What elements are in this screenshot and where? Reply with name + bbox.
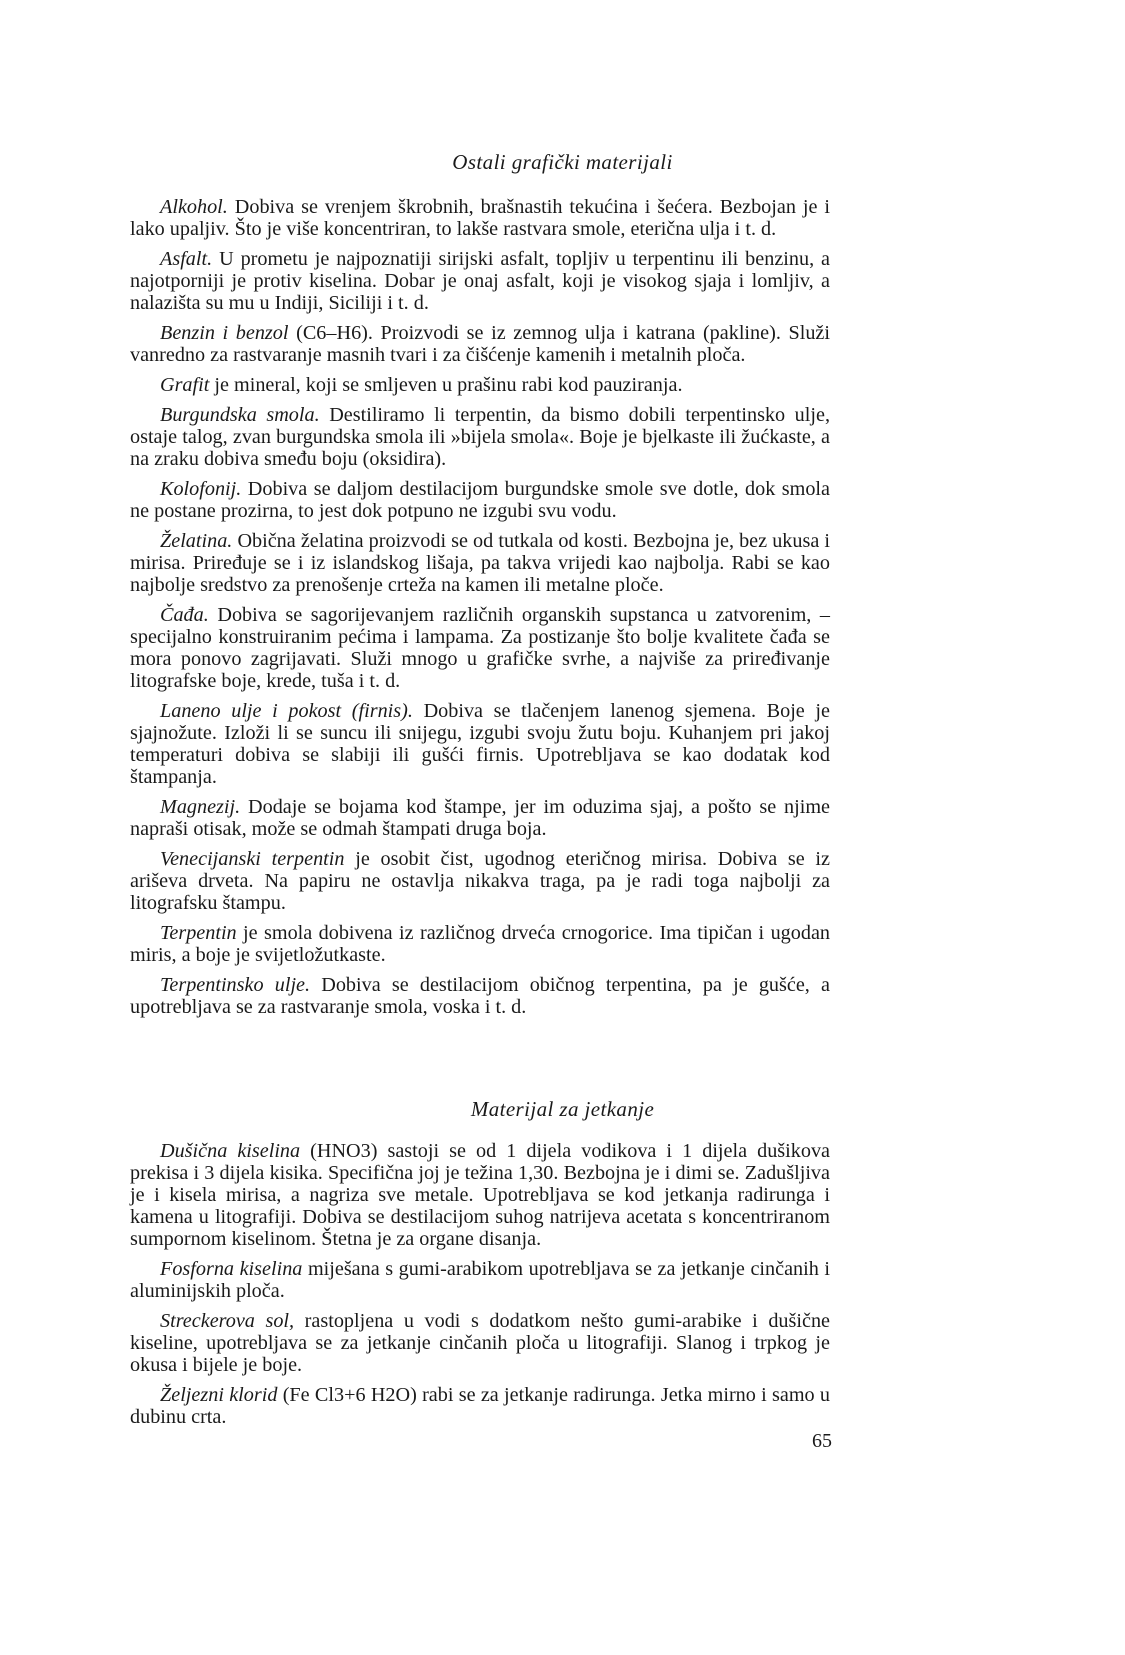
entry-text: Dobiva se destilacijom običnog terpentina, pa je gušće, a upotrebljava se za rastvaranje smola, voska i t. d.	[130, 974, 830, 1018]
entry-text: U prometu je najpoznatiji sirijski asfalt, topljiv u terpentinu ili benzinu, a najotporniji je protiv kiselina. Dobar je onaj asfalt, koji je visokog sjaja i lomljiv, a nalazišta su mu u Indiji, Siciliji i t. d.	[130, 248, 830, 314]
entry-paragraph	[130, 196, 830, 240]
entry-term: Grafit	[160, 374, 210, 396]
section-heading-graphic-materials: Ostali grafički materijali	[452, 150, 673, 174]
entry-term: Venecijanski terpentin	[160, 848, 345, 870]
entry-text: Obična želatina proizvodi se od tutkala od kosti. Bezbojna je, bez ukusa i mirisa. Priređuje se i iz islandskog lišaja, pa takva vrijedi kao najbolja. Rabi se kao najbolje sredstvo za prenošenje crteža na kamen ili metalne ploče.	[130, 530, 830, 596]
entry-paragraph	[130, 478, 830, 522]
entry-text: (Fe Cl3+6 H2O) rabi se za jetkanje radirunga. Jetka mirno i samo u dubinu crta.	[130, 1384, 830, 1428]
entry-text: je smola dobivena iz različnog drveća crnogorice. Ima tipičan i ugodan miris, a boje je svijetložutkaste.	[130, 922, 830, 966]
entry-term: Kolofonij.	[160, 478, 242, 500]
entry-text: Dobiva se tlačenjem lanenog sjemena. Boje je sjajnožute. Izloži li se suncu ili snijegu, izgubi svoju žutu boju. Kuhanjem pri jakoj temperaturi dobiva se slabiji ili gušći firnis. Upotrebljava se kao dodatak kod štampanja.	[130, 700, 830, 788]
entry-term: Željezni klorid	[160, 1384, 278, 1406]
entry-term: Burgundska smola.	[160, 404, 320, 426]
entry-paragraph	[130, 974, 830, 1018]
entry-text: Dobiva se vrenjem škrobnih, brašnastih tekućina i šećera. Bezbojan je i lako upaljiv. Što je više koncentriran, to lakše rastvara smole, eterična ulja i t. d.	[130, 196, 830, 240]
entry-paragraph	[130, 922, 830, 966]
entry-term: Benzin i benzol	[160, 322, 289, 344]
entry-paragraph	[130, 248, 830, 314]
entry-text: Dodaje se bojama kod štampe, jer im oduzima sjaj, a pošto se njime napraši otisak, može se odmah štampati druga boja.	[130, 796, 830, 840]
entry-term: Laneno ulje i pokost (firnis).	[160, 700, 413, 722]
entry-text: Destiliramo li terpentin, da bismo dobili terpentinsko ulje, ostaje talog, zvan burgundska smola ili »bijela smola«. Boje je bjelkaste ili žućkaste, a na zraku dobiva smeđu boju (oksidira).	[130, 404, 830, 470]
entry-paragraph	[130, 1310, 830, 1376]
entry-term: Terpentin	[160, 922, 237, 944]
entry-paragraph	[130, 322, 830, 366]
page-number: 65	[812, 1430, 832, 1452]
entry-term: Streckerova sol,	[160, 1310, 295, 1332]
entry-term: Čađa.	[160, 604, 209, 626]
entry-text: je mineral, koji se smljeven u prašinu rabi kod pauziranja.	[209, 374, 683, 396]
section-body-graphic-materials	[130, 196, 830, 1026]
section-body-etching-material	[130, 1140, 830, 1436]
entry-paragraph	[130, 848, 830, 914]
entry-term: Asfalt.	[160, 248, 213, 270]
entry-paragraph	[130, 604, 830, 692]
entry-paragraph	[130, 374, 830, 396]
entry-term: Želatina.	[160, 530, 233, 552]
entry-text: Dobiva se sagorijevanjem različnih organskih supstanca u zatvorenim, – specijalno konstruiranim pećima i lampama. Za postizanje što bolje kvalitete čađa se mora ponovo zagrijavati. Služi mnogo u grafičke svrhe, a najviše za priređivanje litografske boje, krede, tuša i t. d.	[130, 604, 830, 692]
entry-term: Fosforna kiselina	[160, 1258, 303, 1280]
section-heading-etching-material: Materijal za jetkanje	[470, 1097, 655, 1121]
entry-paragraph	[130, 404, 830, 470]
entry-term: Magnezij.	[160, 796, 241, 818]
entry-text: (C6–H6). Proizvodi se iz zemnog ulja i katrana (pakline). Služi vanredno za rastvaranje masnih tvari i za čišćenje kamenih i metalnih ploča.	[130, 322, 830, 366]
entry-text: rastopljena u vodi s dodatkom nešto gumi-arabike i dušične kiseline, upotrebljava se za jetkanje cinčanih ploča u litografiji. Slanog i trpkog je okusa i bijele je boje.	[130, 1310, 830, 1376]
entry-paragraph	[130, 1140, 830, 1250]
entry-term: Terpentinsko ulje.	[160, 974, 311, 996]
entry-paragraph	[130, 1258, 830, 1302]
entry-term: Dušična kiselina	[160, 1140, 301, 1162]
entry-paragraph	[130, 530, 830, 596]
entry-text: (HNO3) sastoji se od 1 dijela vodikova i 1 dijela dušikova prekisa i 3 dijela kisika. Specifična joj je težina 1,30. Bezbojna je i dimi se. Zadušljiva je i kisela mirisa, a nagriza sve metale. Upotrebljava se kod jetkanja radirunga i kamena u litografiji. Dobiva se destilacijom suhog natrijeva acetata s koncentriranom sumpornom kiselinom. Štetna je za organe disanja.	[130, 1140, 830, 1250]
entry-paragraph	[130, 1384, 830, 1428]
entry-paragraph	[130, 700, 830, 788]
entry-text: je osobit čist, ugodnog eteričnog mirisa. Dobiva se iz ariševa drveta. Na papiru ne ostavlja nikakva traga, pa je radi toga najbolji za litografsku štampu.	[130, 848, 830, 914]
entry-text: Dobiva se daljom destilacijom burgundske smole sve dotle, dok smola ne postane prozirna, to jest dok potpuno ne izgubi svu vodu.	[130, 478, 830, 522]
entry-paragraph	[130, 796, 830, 840]
entry-term: Alkohol.	[160, 196, 228, 218]
entry-text: miješana s gumi-arabikom upotrebljava se za jetkanje cinčanih i aluminijskih ploča.	[130, 1258, 830, 1302]
